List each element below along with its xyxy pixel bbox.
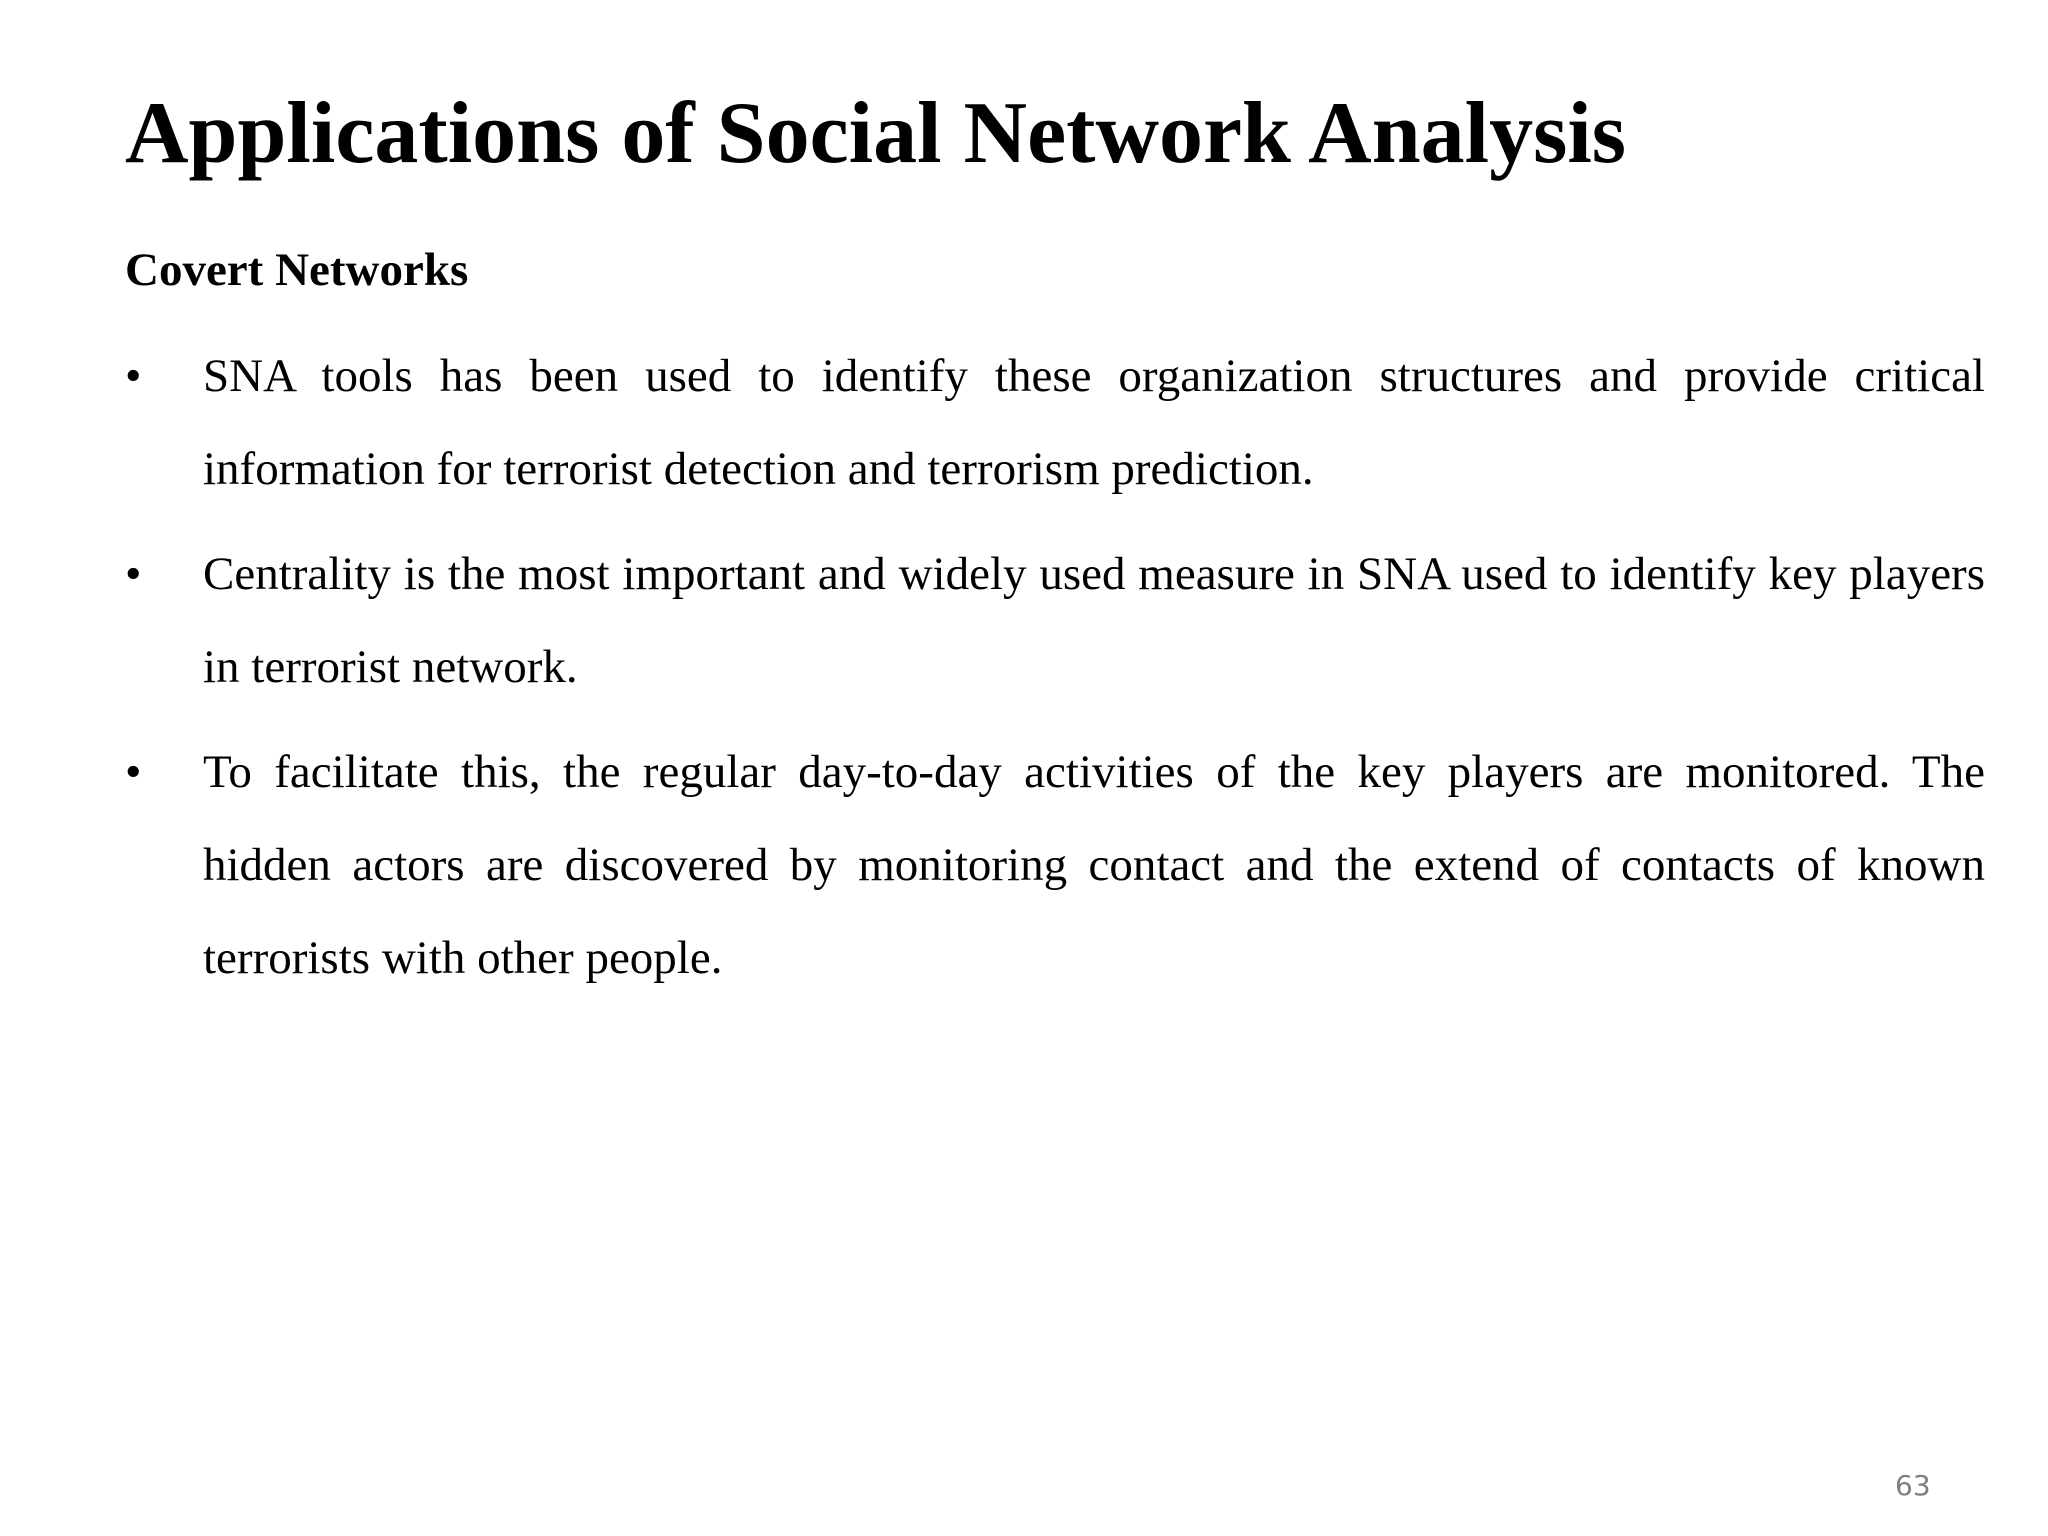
slide-title: Applications of Social Network Analysis bbox=[125, 85, 1627, 182]
bullet-item bbox=[125, 330, 1985, 516]
bullet-text: To facilitate this, the regular day-to-day activities of the key players are monitored. The hidden actors are discovered by monitoring contact and the extend of contacts of known terrorists with other people. bbox=[203, 746, 1985, 984]
section-heading: Covert Networks bbox=[125, 244, 469, 296]
bullet-text: Centrality is the most important and widely used measure in SNA used to identify key players in terrorist network. bbox=[203, 548, 1985, 693]
bullet-icon: • bbox=[125, 350, 142, 402]
bullet-list bbox=[125, 330, 1985, 1017]
bullet-icon: • bbox=[125, 548, 142, 600]
bullet-item bbox=[125, 726, 1985, 1005]
page-number: 63 bbox=[1895, 1469, 1931, 1502]
bullet-item bbox=[125, 528, 1985, 714]
bullet-icon: • bbox=[125, 746, 142, 798]
bullet-text: SNA tools has been used to identify these organization structures and provide critical information for terrorist detection and terrorism prediction. bbox=[203, 350, 1985, 495]
